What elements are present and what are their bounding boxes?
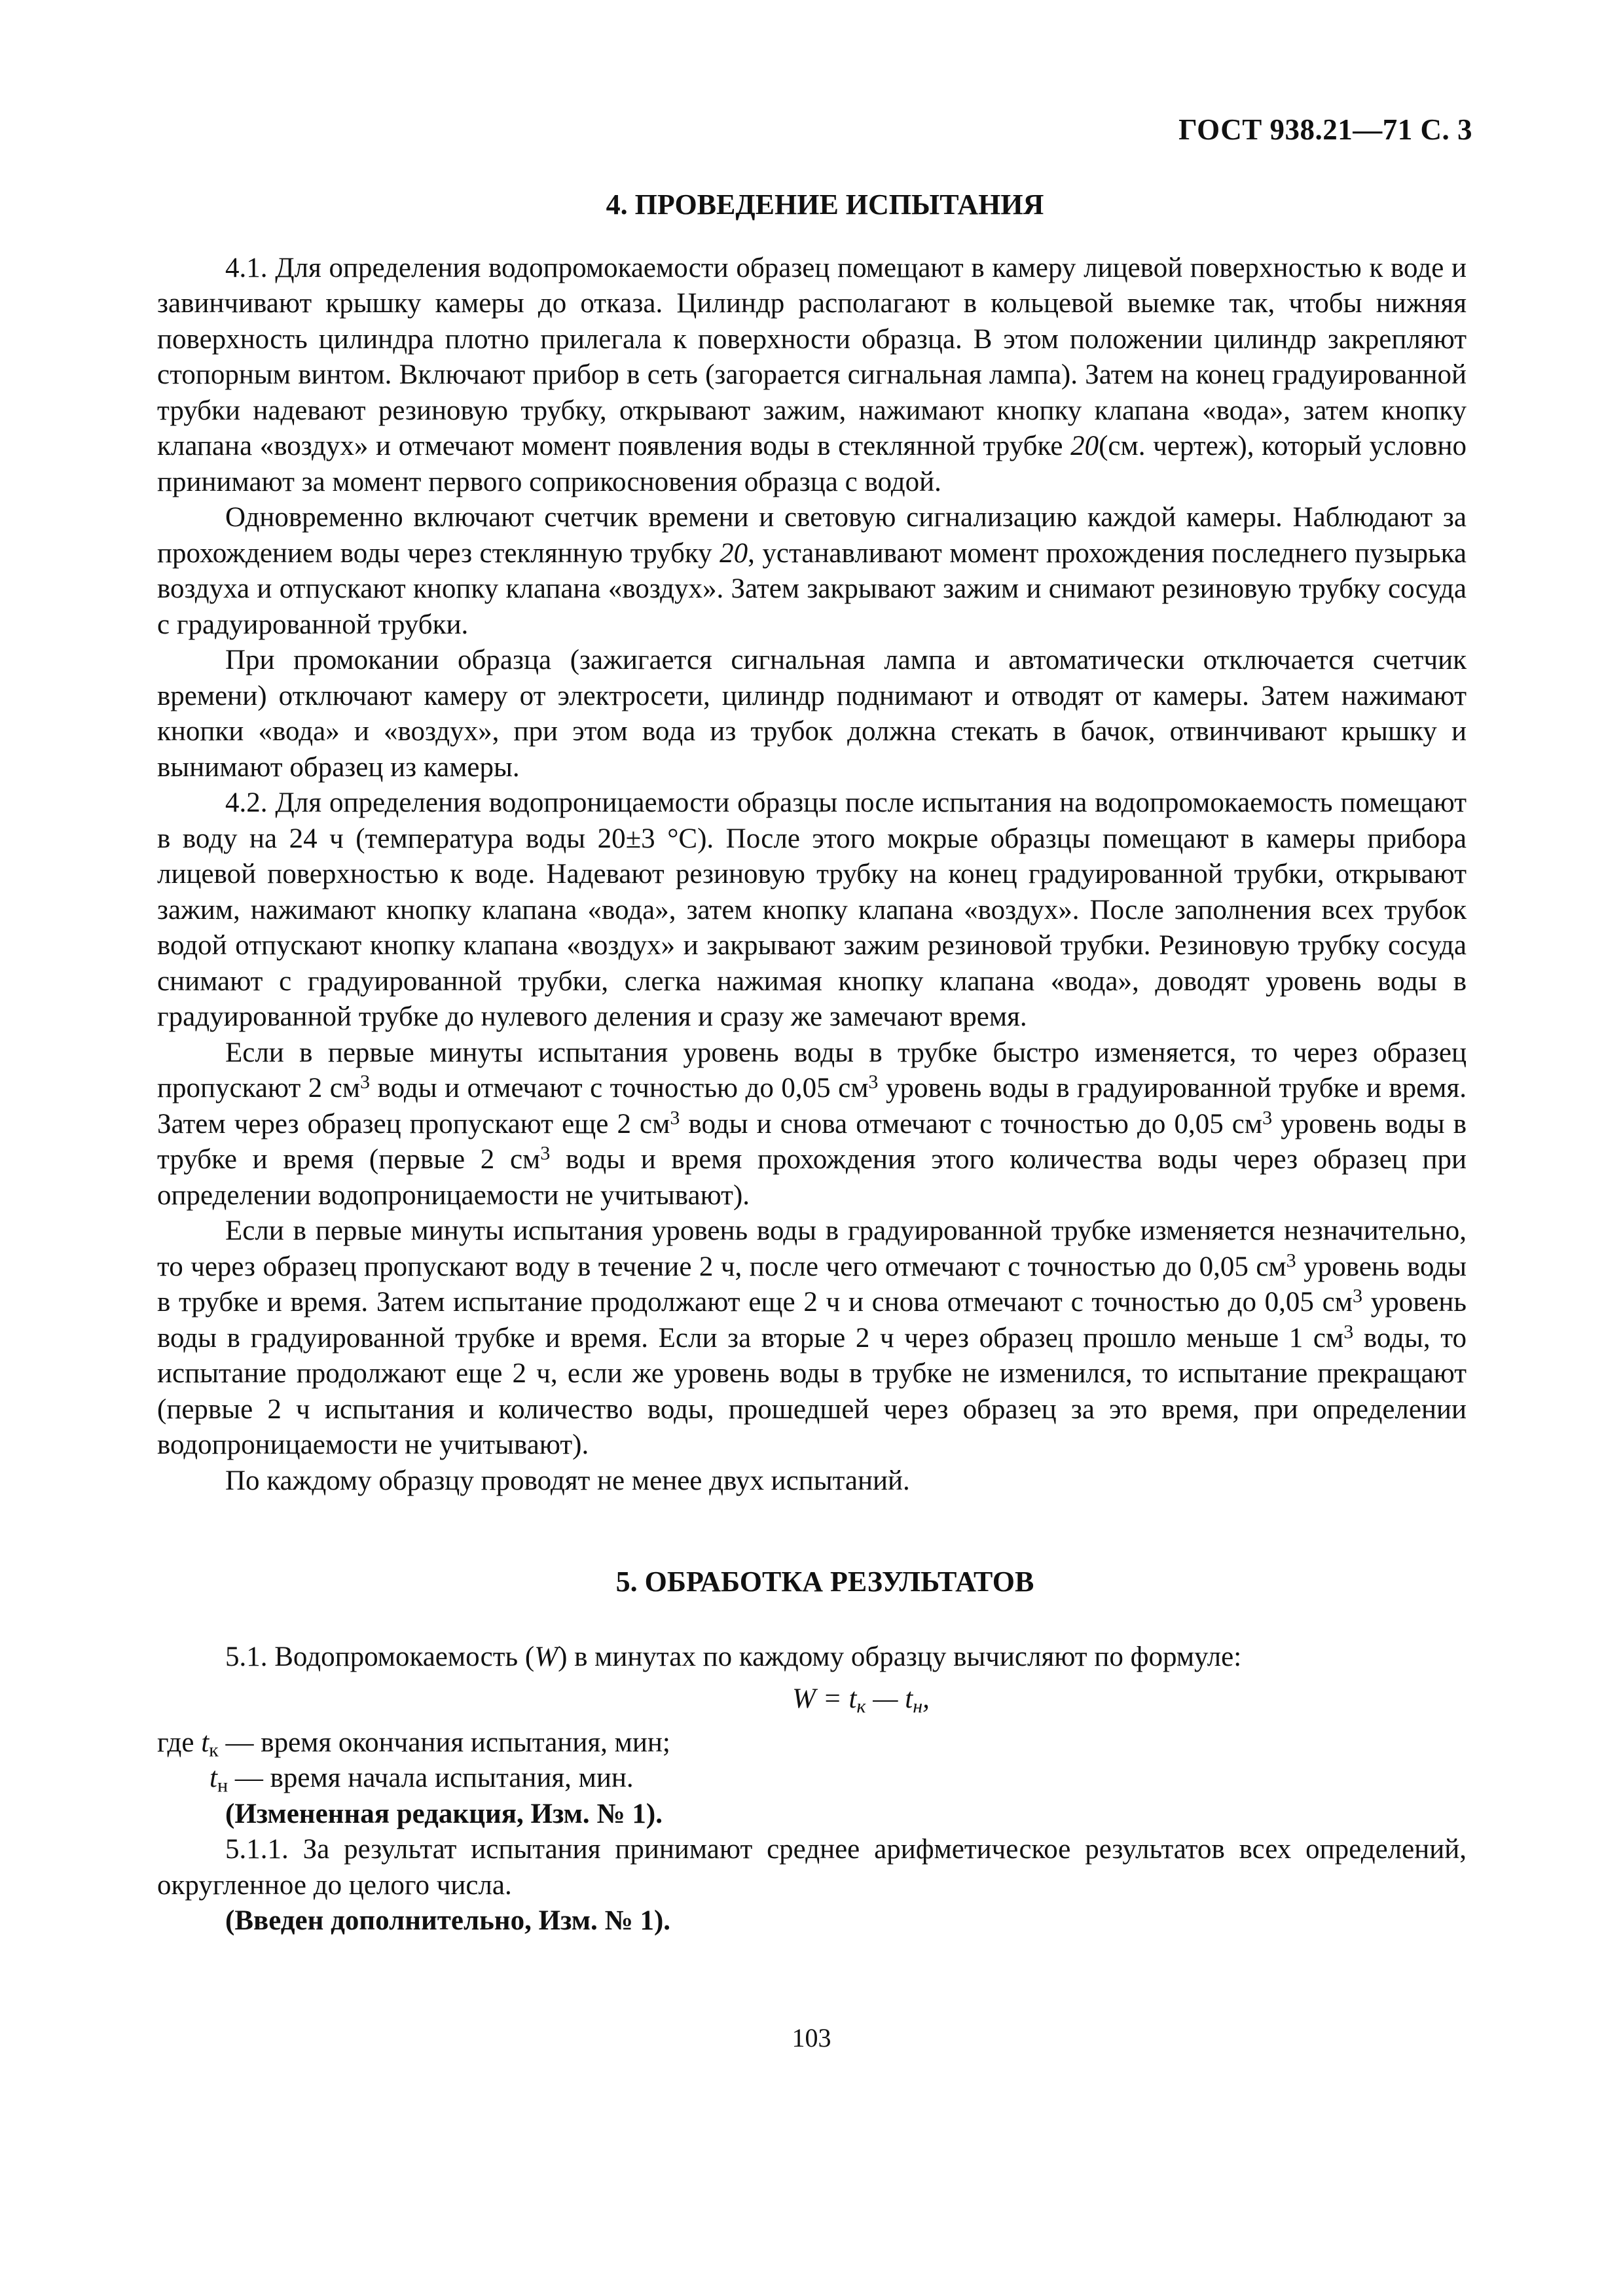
paragraph-5-1-1: 5.1.1. За результат испытания принимают среднее арифметическое результатов всех определений, округленное до целого числа. — [157, 1834, 1467, 1901]
document-header: ГОСТ 938.21—71 С. 3 — [1178, 113, 1472, 146]
paragraph-5-1: 5.1. Водопромокаемость (W) в минутах по каждому образцу вычисляют по формуле: — [225, 1641, 1242, 1672]
paragraph-4-2: 4.2. Для определения водопроницаемости образцы после испытания на водопромокаемость помещают в воду на 24 ч (температура воды 20±3 °С). После этого мокрые образцы помещают в камеры прибора лицевой поверхностью к воде. Надевают резиновую трубку на конец градуированной трубки, открывают зажим, нажимают кнопку клапана «вода», затем кнопку клапана «воздух». После заполнения всех трубок водой отпускают кнопку клапана «воздух» и закрывают зажим резиновой трубки. Резиновую трубку сосуда снимают с градуированной трубки, слегка нажимая кнопку клапана «вода», доводят уровень воды в градуированной трубке до нулевого деления и сразу же замечают время. — [157, 787, 1467, 1032]
page-number: 103 — [792, 2023, 831, 2053]
paragraph-4-2-fast: Если в первые минуты испытания уровень воды в трубке быстро изменяется, то через образец пропускают 2 $см^3$ воды и отмечают с точностью до 0,05 $см^3$ уровень воды в градуированной трубке и время. Затем через образец пропускают еще 2 $см^3$ воды и снова отмечают с точностью до 0,05 $см^3$ уровень воды в трубке и время (первые 2 $см^3$ воды и время прохождения этого количества воды через образец при определении водопроницаемости не учитывают). — [157, 1037, 1467, 1211]
section-5-title: 5. ОБРАБОТКА РЕЗУЛЬТАТОВ — [615, 1566, 1034, 1598]
amendment-note-1: (Измененная редакция, Изм. № 1). — [225, 1798, 663, 1829]
paragraph-4-1: 4.1. Для определения водопромокаемости образец помещают в камеру лицевой поверхностью к воде и завинчивают крышку камеры до отказа. Цилиндр располагают в кольцевой выемке так, чтобы нижняя поверхность цилиндра плотно прилегала к поверхности образца. В этом положении цилиндр закрепляют стопорным винтом. Включают прибор в сеть (загорается сигнальная лампа). Затем на конец градуированной трубки надевают резиновую трубку, открывают зажим, нажимают кнопку клапана «вода», затем кнопку клапана «воздух» и отмечают момент появления воды в стеклянной трубке 20(см. чертеж), который условно принимают за момент первого соприкосновения образца с водой. — [157, 252, 1467, 497]
formula-legend-end: где $t_к$ — время окончания испытания, мин; — [157, 1727, 670, 1761]
amendment-note-2: (Введен дополнительно, Изм. № 1). — [225, 1905, 671, 1936]
paragraph-4-2-count: По каждому образцу проводят не менее двух испытаний. — [225, 1465, 910, 1496]
paragraph-4-1-timer: Одновременно включают счетчик времени и световую сигнализацию каждой камеры. Наблюдают за прохождением воды через стеклянную трубку 20, устанавливают момент прохождения последнего пузырька воздуха и отпускают кнопку клапана «воздух». Затем закрывают зажим и снимают резиновую трубку сосуда с градуированной трубки. — [157, 502, 1467, 640]
formula: $W = t_к$ — $t_н$, — [792, 1683, 930, 1717]
paragraph-4-2-slow: Если в первые минуты испытания уровень воды в градуированной трубке изменяется незначительно, то через образец пропускают воду в течение 2 ч, после чего отмечают с точностью до 0,05 $см^3$ уровень воды в трубке и время. Затем испытание продолжают еще 2 ч и снова отмечают с точностью до 0,05 $см^3$ уровень воды в градуированной трубке и время. Если за вторые 2 ч через образец прошло меньше 1 $см^3$ воды, то испытание продолжают еще 2 ч, если же уровень воды в трубке не изменился, то испытание прекращают (первые 2 ч испытания и количество воды, прошедшей через образец за это время, при определении водопроницаемости не учитывают). — [157, 1215, 1467, 1460]
document-body — [157, 183, 1467, 1939]
formula-legend-start: $t_н$ — время начала испытания, мин. — [210, 1763, 634, 1797]
paragraph-4-1-soaking: При промокании образца (зажигается сигнальная лампа и автоматически отключается счетчик времени) отключают камеру от электросети, цилиндр поднимают и отводят от камеры. Затем нажимают кнопки «вода» и «воздух», при этом вода из трубок должна стекать в бачок, отвинчивают крышку и вынимают образец из камеры. — [157, 645, 1467, 783]
section-4-title: 4. ПРОВЕДЕНИЕ ИСПЫТАНИЯ — [606, 188, 1044, 221]
